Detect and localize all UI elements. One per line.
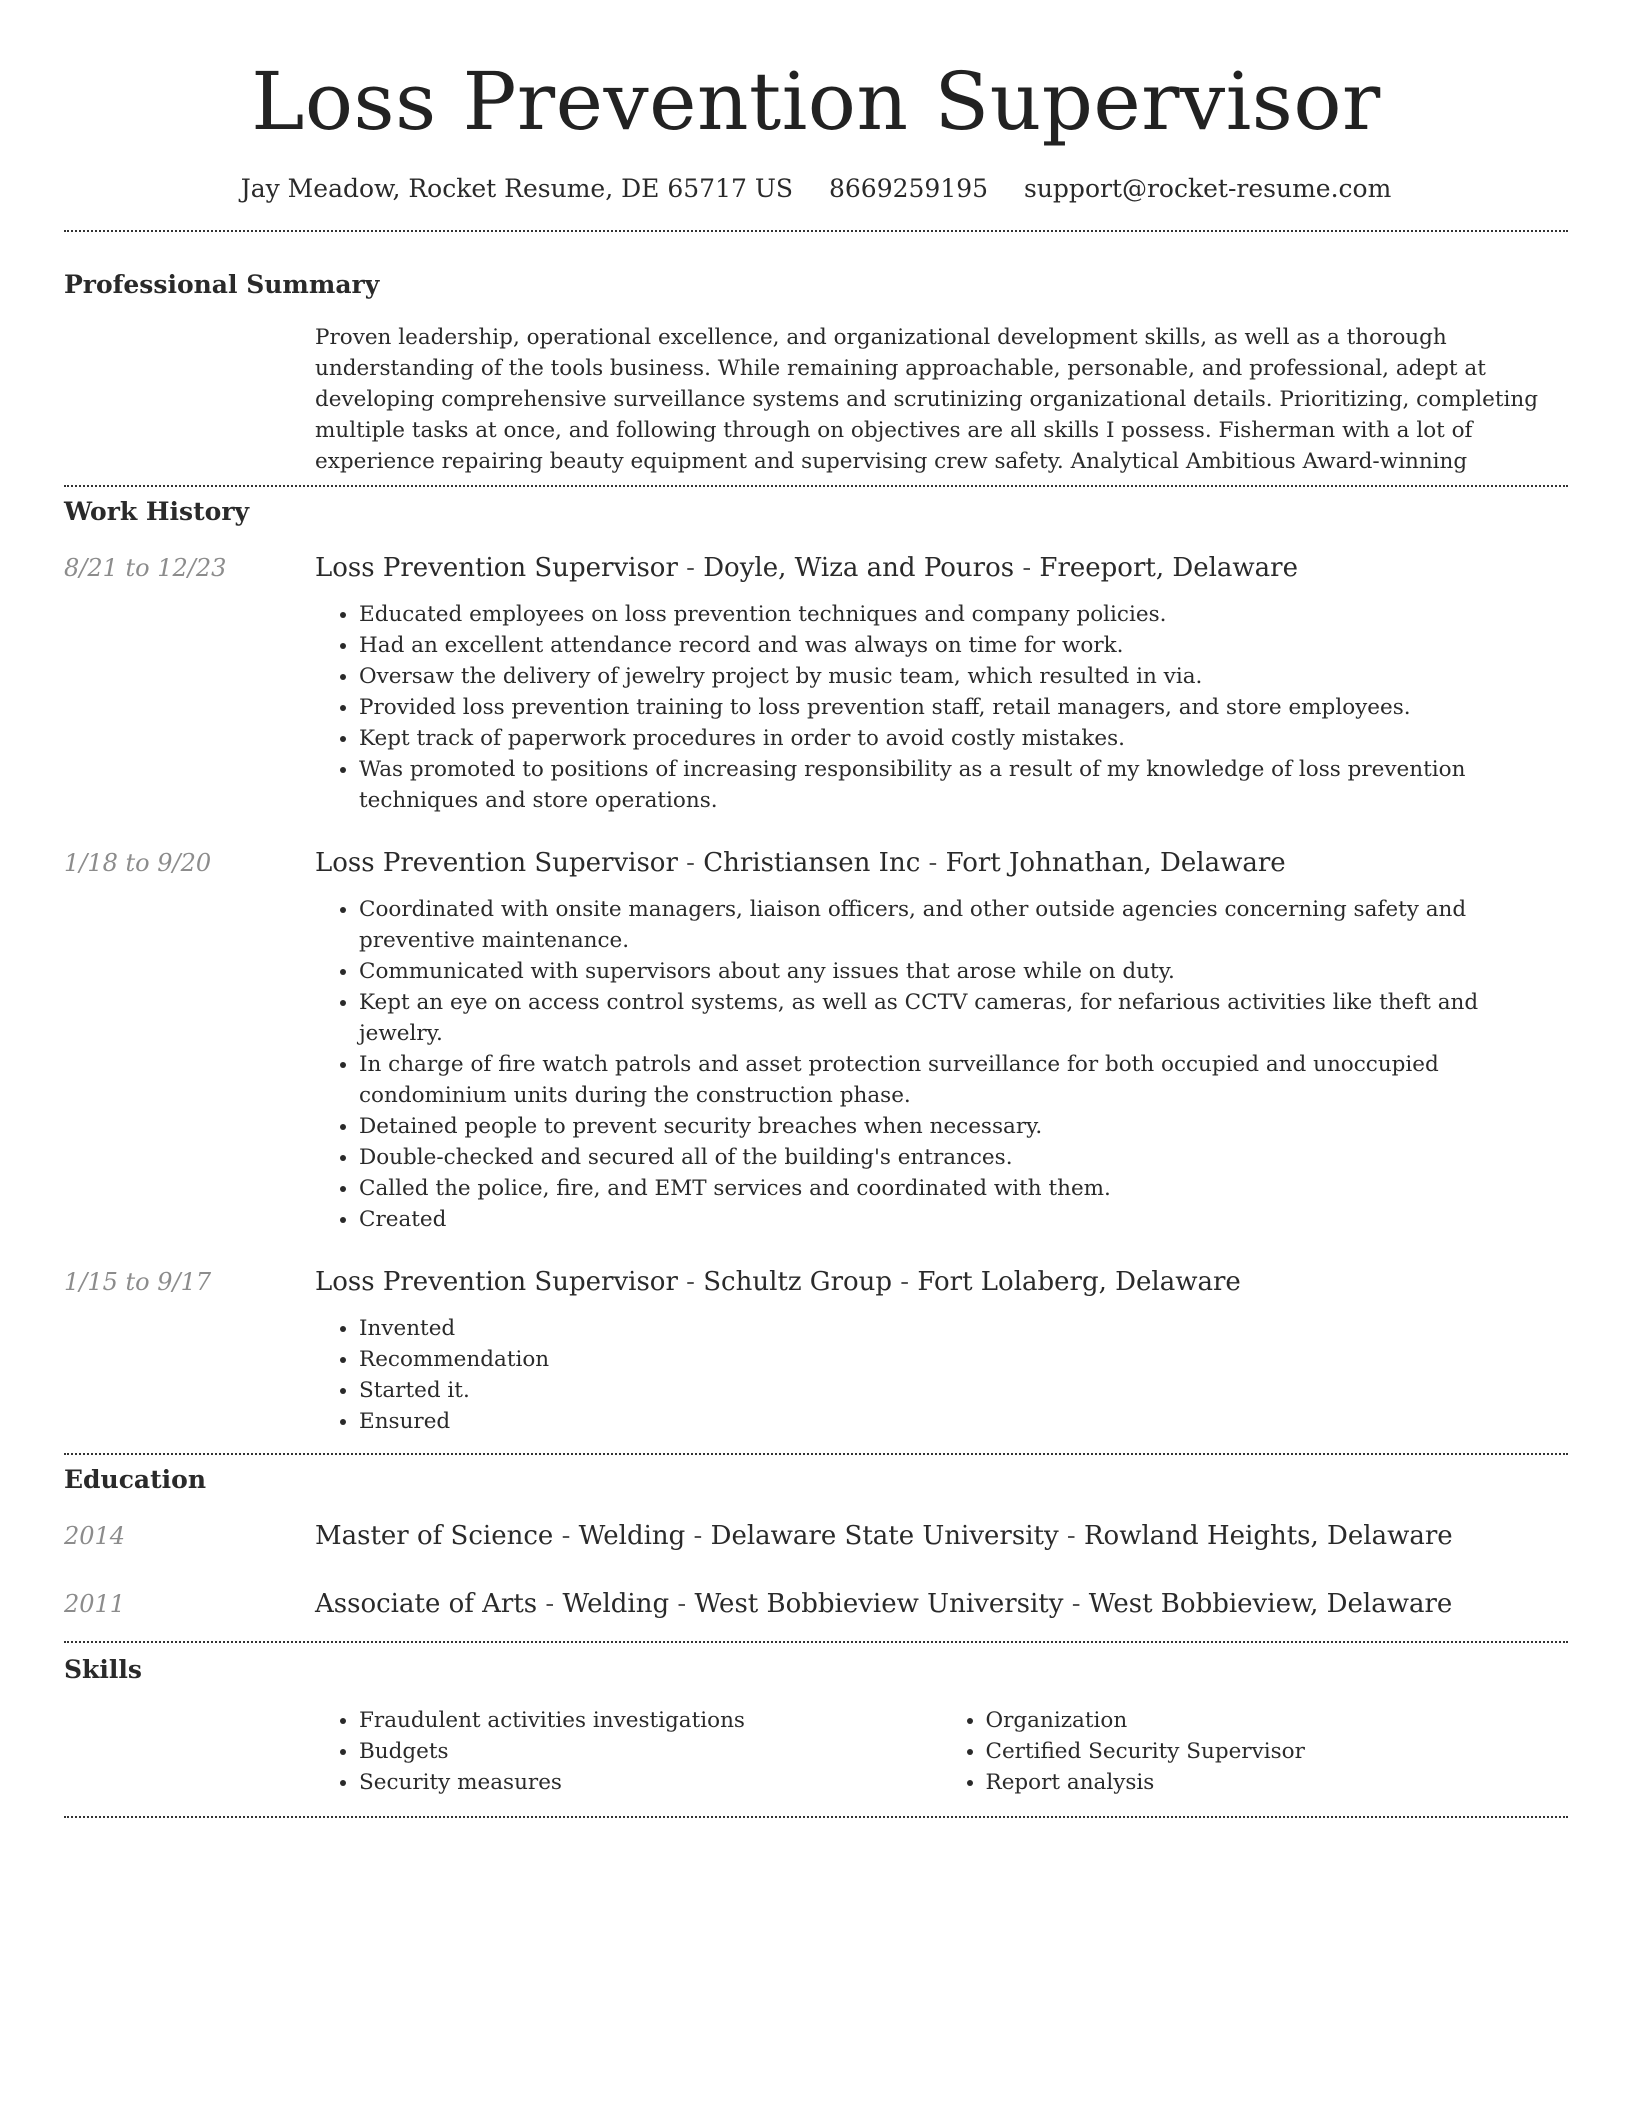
list-item: • Communicated with supervisors about any issues that arose while on duty.	[359, 956, 1568, 987]
skills-list-right	[942, 1705, 1569, 1798]
education-line: Associate of Arts - Welding - West Bobbieview University - West Bobbieview, Delaware	[315, 1589, 1453, 1619]
resume-title: Loss Prevention Supervisor	[251, 55, 1381, 148]
job-role: Loss Prevention Supervisor	[315, 553, 678, 583]
list-item: • Was promoted to positions of increasing responsibility as a result of my knowledge of loss prevention techniques and store operations.	[359, 754, 1568, 816]
skill-item: • Certified Security Supervisor	[986, 1736, 1569, 1767]
list-item: • Had an excellent attendance record and was always on time for work.	[359, 630, 1568, 661]
list-item: • Educated employees on loss prevention techniques and company policies.	[359, 599, 1568, 630]
job-dates: 8/21 to 12/23	[64, 554, 227, 582]
summary-heading: Professional Summary	[64, 270, 380, 299]
education-heading: Education	[64, 1465, 207, 1494]
summary-text: Proven leadership, operational excellence, and organizational development skills, as well as a thorough understanding of the tools business. While remaining approachable, personable, and professional, adept at developing comprehensive surveillance systems and scrutinizing organizational details. Prioritizing, completing multiple tasks at once, and following through on objectives are all skills I possess. Fisherman with a lot of experience repairing beauty equipment and supervising crew safety. Analytical Ambitious Award-winning	[315, 325, 1539, 474]
education-entry	[64, 1519, 1568, 1553]
education-entry	[64, 1587, 1568, 1621]
summary-section	[64, 268, 1568, 477]
skill-item: • Organization	[986, 1705, 1569, 1736]
list-item: • Detained people to prevent security breaches when necessary.	[359, 1111, 1568, 1142]
list-item: • Ensured	[359, 1406, 1568, 1437]
job-company: Schultz Group	[703, 1267, 893, 1297]
work-history-heading: Work History	[64, 497, 250, 526]
education-location: West Bobbieview, Delaware	[1088, 1589, 1453, 1619]
job-bullets	[315, 599, 1568, 816]
divider	[64, 1641, 1568, 1643]
list-item: • Recommendation	[359, 1344, 1568, 1375]
list-item: • Coordinated with onsite managers, liaison officers, and other outside agencies concerning safety and preventive maintenance.	[359, 894, 1568, 956]
contact-phone: 8669259195	[828, 174, 989, 203]
contact-email: support@rocket-resume.com	[1024, 174, 1392, 203]
skill-item: • Report analysis	[986, 1767, 1569, 1798]
list-item: • Kept track of paperwork procedures in order to avoid costly mistakes.	[359, 723, 1568, 754]
education-location: Rowland Heights, Delaware	[1083, 1521, 1453, 1551]
education-section	[64, 1463, 1568, 1621]
list-item: • Started it.	[359, 1375, 1568, 1406]
job-location: Freeport, Delaware	[1039, 553, 1298, 583]
job-title-line: Loss Prevention Supervisor - Doyle, Wiza and Pouros - Freeport, Delaware	[315, 553, 1298, 583]
job-location: Fort Lolaberg, Delaware	[917, 1267, 1241, 1297]
job-location: Fort Johnathan, Delaware	[945, 848, 1286, 878]
education-field: Welding	[562, 1589, 670, 1619]
job-title-line: Loss Prevention Supervisor - Christiansen Inc - Fort Johnathan, Delaware	[315, 848, 1286, 878]
list-item: • Oversaw the delivery of jewelry project by music team, which resulted in via.	[359, 661, 1568, 692]
job-bullets	[315, 894, 1568, 1235]
work-history-section	[64, 495, 1568, 1437]
education-field: Welding	[578, 1521, 686, 1551]
resume-page	[64, 0, 1568, 1818]
skills-section	[64, 1653, 1568, 1798]
job-bullets	[315, 1313, 1568, 1437]
job-company: Christiansen Inc	[703, 848, 921, 878]
list-item: • Double-checked and secured all of the building's entrances.	[359, 1142, 1568, 1173]
contact-address: Jay Meadow, Rocket Resume, DE 65717 US	[240, 174, 794, 203]
education-degree: Associate of Arts	[315, 1589, 538, 1619]
list-item: • Provided loss prevention training to loss prevention staff, retail managers, and store employees.	[359, 692, 1568, 723]
divider	[64, 1816, 1568, 1818]
job-role: Loss Prevention Supervisor	[315, 848, 678, 878]
job-entry	[64, 551, 1568, 816]
job-entry	[64, 1265, 1568, 1437]
education-year: 2014	[64, 1522, 126, 1550]
education-school: Delaware State University	[710, 1521, 1059, 1551]
divider	[64, 485, 1568, 487]
divider	[64, 230, 1568, 232]
list-item: • Kept an eye on access control systems, as well as CCTV cameras, for nefarious activities like theft and jewelry.	[359, 987, 1568, 1049]
job-title-line: Loss Prevention Supervisor - Schultz Group - Fort Lolaberg, Delaware	[315, 1267, 1241, 1297]
job-entry	[64, 846, 1568, 1235]
list-item: • In charge of fire watch patrols and asset protection surveillance for both occupied and unoccupied condominium units during the construction phase.	[359, 1049, 1568, 1111]
list-item: • Called the police, fire, and EMT services and coordinated with them.	[359, 1173, 1568, 1204]
education-degree: Master of Science	[315, 1521, 554, 1551]
divider	[64, 1453, 1568, 1455]
skills-heading: Skills	[64, 1655, 142, 1684]
skills-grid	[315, 1705, 1568, 1798]
skill-item: • Budgets	[359, 1736, 942, 1767]
contact-line	[64, 172, 1568, 206]
job-company: Doyle, Wiza and Pouros	[703, 553, 1015, 583]
list-item: • Invented	[359, 1313, 1568, 1344]
education-line: Master of Science - Welding - Delaware State University - Rowland Heights, Delaware	[315, 1521, 1453, 1551]
education-school: West Bobbieview University	[694, 1589, 1064, 1619]
list-item: • Created	[359, 1204, 1568, 1235]
job-dates: 1/18 to 9/20	[64, 849, 212, 877]
skill-item: • Fraudulent activities investigations	[359, 1705, 942, 1736]
job-role: Loss Prevention Supervisor	[315, 1267, 678, 1297]
education-year: 2011	[64, 1590, 126, 1618]
skills-list-left	[315, 1705, 942, 1798]
job-dates: 1/15 to 9/17	[64, 1268, 212, 1296]
skill-item: • Security measures	[359, 1767, 942, 1798]
